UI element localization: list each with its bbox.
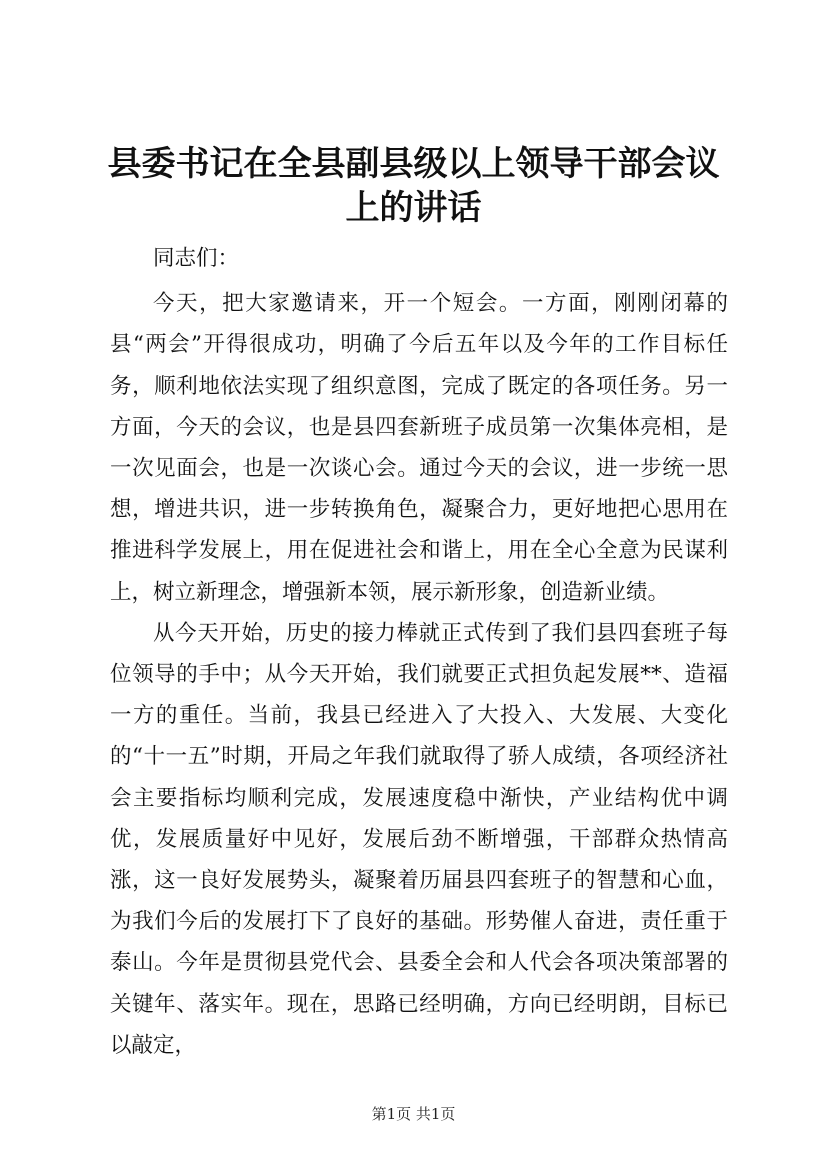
paragraph-1: 今天，把大家邀请来，开一个短会。一方面，刚刚闭幕的县“两会”开得很成功，明确了今后五年以及今年的工作目标任务，顺利地依法实现了组织意图，完成了既定的各项任务。另一方面，今天的会议，也是县四套新班子成员第一次集体亮相，是一次见面会，也是一次谈心会。通过今天的会议，进一步统一思想，增进共识，进一步转换角色，凝聚合力，更好地把心思用在推进科学发展上，用在促进社会和谐上，用在全心全意为民谋利上，树立新理念，增强新本领，展示新形象，创造新业绩。 bbox=[110, 291, 728, 605]
salutation: 同志们： bbox=[153, 246, 240, 271]
page-footer: 第1页 共1页 bbox=[371, 1105, 456, 1123]
document-title: 县委书记在全县副县级以上领导干部会议上的讲话 bbox=[107, 144, 720, 228]
paragraph-2: 从今天开始，历史的接力棒就正式传到了我们县四套班子每位领导的手中；从今天开始，我们就要正式担负起发展**、造福一方的重任。当前，我县已经进入了大投入、大发展、大变化的“十一五”时期，开局之年我们就取得了骄人成绩，各项经济社会主要指标均顺利完成，发展速度稳中渐快，产业结构优中调优，发展质量好中见好，发展后劲不断增强，干部群众热情高涨，这一良好发展势头，凝聚着历届县四套班子的智慧和心血，为我们今后的发展打下了良好的基础。形势催人奋进，责任重于泰山。今年是贯彻县党代会、县委全会和人代会各项决策部署的关键年、落实年。现在，思路已经明确，方向已经明朗，目标已以敲定， bbox=[110, 620, 728, 1058]
document-body bbox=[110, 238, 728, 1066]
